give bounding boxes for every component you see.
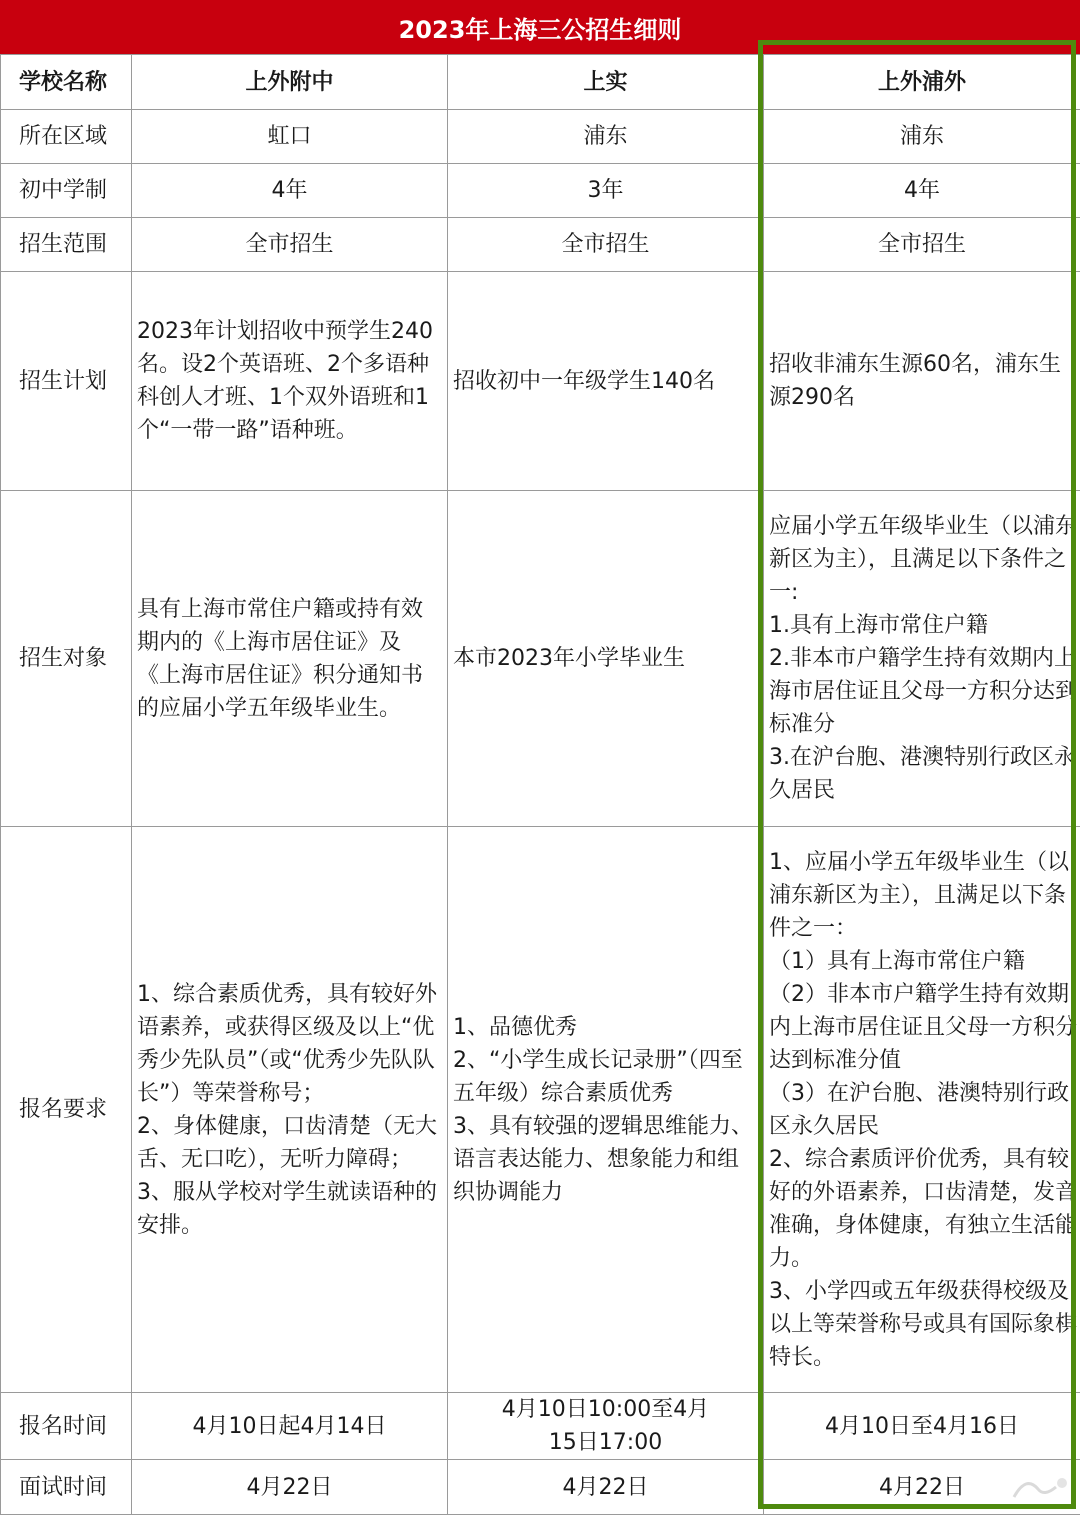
table-cell: 1、品德优秀 2、“小学生成长记录册”（四至五年级）综合素质优秀 3、具有较强的逻辑思维能力、语言表达能力、想象能力和组织协调能力 bbox=[448, 827, 764, 1393]
header-label: 学校名称 bbox=[1, 55, 132, 110]
table-row-district bbox=[1, 110, 1080, 164]
table-cell: 招收非浦东生源60名，浦东生源290名 bbox=[764, 272, 1080, 491]
table-cell: 虹口 bbox=[132, 110, 448, 164]
table-row-plan bbox=[1, 272, 1080, 491]
table-row-requirements bbox=[1, 827, 1080, 1393]
table-row-interview bbox=[1, 1460, 1080, 1515]
table-cell: 4月10日10:00至4月15日17:00 bbox=[448, 1393, 764, 1460]
table-cell: 4月22日 bbox=[448, 1460, 764, 1515]
table-cell: 具有上海市常住户籍或持有效期内的《上海市居住证》及《上海市居住证》积分通知书的应届小学五年级毕业生。 bbox=[132, 491, 448, 827]
table-cell: 2023年计划招收中预学生240名。设2个英语班、2个多语种科创人才班、1个双外语班和1个“一带一路”语种班。 bbox=[132, 272, 448, 491]
table-row-registration bbox=[1, 1393, 1080, 1460]
table-row-target bbox=[1, 491, 1080, 827]
table-cell: 4月10日起4月14日 bbox=[132, 1393, 448, 1460]
row-label: 招生对象 bbox=[1, 491, 132, 827]
row-label: 初中学制 bbox=[1, 164, 132, 218]
school-name: 上外浦外 bbox=[764, 55, 1080, 110]
row-label: 招生计划 bbox=[1, 272, 132, 491]
table-cell: 全市招生 bbox=[764, 218, 1080, 272]
table-cell: 4月22日 bbox=[764, 1460, 1080, 1515]
row-label: 报名时间 bbox=[1, 1393, 132, 1460]
school-name: 上实 bbox=[448, 55, 764, 110]
table-cell: 全市招生 bbox=[132, 218, 448, 272]
table-cell: 4月22日 bbox=[132, 1460, 448, 1515]
school-name: 上外附中 bbox=[132, 55, 448, 110]
table-cell: 3年 bbox=[448, 164, 764, 218]
row-label: 报名要求 bbox=[1, 827, 132, 1393]
table-cell: 全市招生 bbox=[448, 218, 764, 272]
row-label: 面试时间 bbox=[1, 1460, 132, 1515]
table-cell: 4年 bbox=[132, 164, 448, 218]
table-cell: 1、应届小学五年级毕业生（以浦东新区为主），且满足以下条件之一： （1）具有上海市常住户籍 （2）非本市户籍学生持有效期内上海市居住证且父母一方积分达到标准分值 （3）在沪台胞、港澳特别行政区永久居民 2、综合素质评价优秀，具有较好的外语素养，口齿清楚，发音准确，身体健康，有独立生活能力。 3、小学四或五年级获得校级及以上等荣誉称号或具有国际象棋特长。 bbox=[764, 827, 1080, 1393]
table-cell: 4年 bbox=[764, 164, 1080, 218]
table-cell: 应届小学五年级毕业生（以浦东新区为主），且满足以下条件之一: 1.具有上海市常住户籍 2.非本市户籍学生持有效期内上海市居住证且父母一方积分达到标准分 3.在沪台胞、港澳特别行政区永久居民 bbox=[764, 491, 1080, 827]
table-cell: 本市2023年小学毕业生 bbox=[448, 491, 764, 827]
table-cell: 招收初中一年级学生140名 bbox=[448, 272, 764, 491]
table-cell: 4月10日至4月16日 bbox=[764, 1393, 1080, 1460]
page-title: 2023年上海三公招生细则 bbox=[0, 0, 1080, 54]
admission-table bbox=[0, 54, 1080, 1515]
table-cell: 浦东 bbox=[448, 110, 764, 164]
row-label: 所在区域 bbox=[1, 110, 132, 164]
row-label: 招生范围 bbox=[1, 218, 132, 272]
table-cell: 浦东 bbox=[764, 110, 1080, 164]
table-cell: 1、综合素质优秀，具有较好外语素养，或获得区级及以上“优秀少先队员”（或“优秀少先队队长”）等荣誉称号； 2、身体健康，口齿清楚（无大舌、无口吃），无听力障碍； 3、服从学校对学生就读语种的安排。 bbox=[132, 827, 448, 1393]
table-row-duration bbox=[1, 164, 1080, 218]
table-row-scope bbox=[1, 218, 1080, 272]
header-row bbox=[1, 55, 1080, 110]
